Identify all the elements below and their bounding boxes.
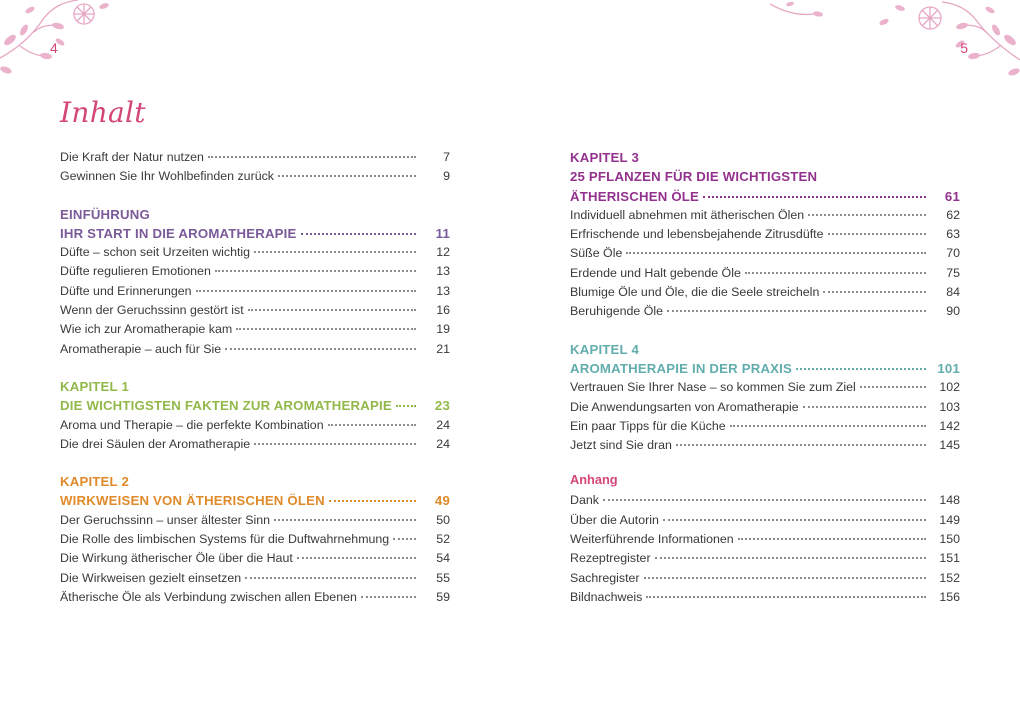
toc-entry[interactable] — [60, 262, 450, 281]
entry-page: 24 — [436, 417, 450, 432]
toc-title: Inhalt — [60, 96, 146, 129]
toc-entry[interactable] — [570, 225, 960, 244]
toc-column-right — [570, 148, 960, 607]
dot-leader — [225, 348, 416, 350]
section-label-kapitel3: KAPITEL 3 — [570, 150, 639, 165]
entry-page: 102 — [939, 380, 960, 395]
toc-entry[interactable] — [60, 569, 450, 588]
entry-page: 151 — [939, 551, 960, 566]
toc-entry[interactable] — [60, 167, 450, 186]
toc-entry[interactable] — [60, 243, 450, 262]
entry-page: 62 — [946, 207, 960, 222]
chapter-heading-kapitel4[interactable] — [570, 359, 960, 378]
section-gap — [570, 455, 960, 469]
chapter-title: IHR START IN DIE AROMATHERAPIE — [60, 225, 297, 241]
dot-leader — [297, 557, 416, 559]
dot-leader — [644, 577, 926, 579]
toc-entry[interactable] — [60, 530, 450, 549]
floral-ornament-icon — [770, 0, 1020, 82]
entry-page: 13 — [436, 264, 450, 279]
toc-entry[interactable] — [570, 588, 960, 607]
entry-title: Wie ich zur Aromatherapie kam — [60, 322, 233, 337]
entry-page: 7 — [443, 150, 450, 164]
chapter-heading-kapitel3-line1[interactable]: 25 PFLANZEN FÜR DIE WICHTIGSTEN — [570, 169, 818, 185]
dot-leader — [803, 406, 926, 408]
entry-title: Ein paar Tipps für die Küche — [570, 418, 726, 433]
toc-entry[interactable] — [60, 416, 450, 435]
dot-leader — [808, 214, 926, 216]
entry-page: 55 — [436, 570, 450, 585]
dot-leader — [274, 519, 416, 521]
toc-entry[interactable] — [60, 588, 450, 607]
entry-title: Rezeptregister — [570, 551, 651, 566]
entry-page: 84 — [946, 285, 960, 300]
entry-title: Aromatherapie – auch für Sie — [60, 341, 222, 356]
entry-title: Ätherische Öle als Verbindung zwischen allen Ebenen — [60, 589, 357, 604]
entry-page: 13 — [436, 283, 450, 298]
dot-leader — [254, 443, 416, 445]
entry-title: Aroma und Therapie – die perfekte Kombination — [60, 417, 324, 432]
chapter-page: 61 — [944, 188, 960, 204]
toc-entry[interactable] — [60, 435, 450, 454]
dot-leader — [745, 272, 926, 274]
entry-page: 19 — [436, 322, 450, 337]
section-label-kapitel2: KAPITEL 2 — [60, 474, 129, 490]
dot-leader — [329, 500, 416, 502]
entry-title: Beruhigende Öle — [570, 304, 663, 319]
entry-page: 50 — [436, 512, 450, 527]
dot-leader — [361, 596, 416, 598]
dot-leader — [208, 156, 416, 158]
entry-title: Dank — [570, 493, 599, 508]
toc-entry[interactable] — [570, 549, 960, 568]
entry-title: Die Rolle des limbischen Systems für die Duftwahrnehmung — [60, 532, 390, 547]
entry-page: 149 — [939, 512, 960, 527]
chapter-title: AROMATHERAPIE IN DER PRAXIS — [570, 360, 793, 376]
section-label-kapitel4: KAPITEL 4 — [570, 341, 639, 357]
entry-page: 142 — [939, 418, 960, 433]
entry-title: Die Anwendungsarten von Aromatherapie — [570, 399, 799, 414]
dot-leader — [236, 328, 416, 330]
dot-leader — [196, 290, 416, 292]
dot-leader — [703, 196, 926, 198]
entry-title: Jetzt sind Sie dran — [570, 438, 672, 453]
entry-title: Blumige Öle und Öle, die die Seele streicheln — [570, 285, 820, 300]
dot-leader — [796, 368, 926, 370]
dot-leader — [396, 405, 416, 407]
dot-leader — [860, 386, 926, 388]
toc-entry[interactable] — [60, 301, 450, 320]
toc-entry[interactable] — [570, 378, 960, 397]
chapter-title: WIRKWEISEN VON ÄTHERISCHEN ÖLEN — [60, 493, 325, 509]
toc-entry[interactable] — [570, 436, 960, 455]
entry-page: 90 — [946, 304, 960, 319]
entry-title: Die Wirkung ätherischer Öle über die Haut — [60, 551, 293, 566]
entry-title: Süße Öle — [570, 246, 623, 261]
dot-leader — [655, 557, 926, 559]
chapter-heading-einfuehrung[interactable] — [60, 224, 450, 243]
dot-leader — [730, 425, 926, 427]
entry-page: 145 — [939, 438, 960, 453]
dot-leader — [301, 233, 416, 235]
toc-entry[interactable] — [570, 264, 960, 283]
dot-leader — [215, 270, 416, 272]
entry-page: 21 — [436, 341, 450, 356]
toc-entry[interactable] — [60, 340, 450, 359]
section-label-einfuehrung: EINFÜHRUNG — [60, 206, 150, 222]
toc-entry[interactable] — [60, 320, 450, 339]
chapter-page: 49 — [434, 493, 450, 509]
entry-page: 70 — [946, 246, 960, 261]
entry-title: Sachregister — [570, 570, 640, 585]
entry-page: 12 — [436, 245, 450, 260]
toc-entry[interactable] — [570, 491, 960, 510]
entry-page: 150 — [939, 532, 960, 547]
entry-title: Vertrauen Sie Ihrer Nase – so kommen Sie zum Ziel — [570, 380, 856, 395]
chapter-page: 11 — [435, 225, 450, 241]
dot-leader — [626, 252, 926, 254]
entry-title: Über die Autorin — [570, 512, 659, 527]
entry-title: Düfte und Erinnerungen — [60, 283, 192, 298]
entry-page: 75 — [946, 265, 960, 280]
dot-leader — [328, 424, 416, 426]
entry-page: 16 — [436, 303, 450, 318]
chapter-page: 23 — [434, 398, 450, 414]
section-label-kapitel1: KAPITEL 1 — [60, 378, 129, 394]
dot-leader — [738, 538, 926, 540]
chapter-title: ÄTHERISCHEN ÖLE — [570, 188, 700, 204]
entry-title: Der Geruchssinn – unser ältester Sinn — [60, 512, 271, 527]
section-gap — [60, 187, 450, 205]
dot-leader — [278, 175, 416, 177]
toc-entry[interactable] — [60, 148, 450, 167]
chapter-page: 101 — [937, 360, 960, 376]
toc-entry[interactable] — [570, 206, 960, 225]
toc-entry[interactable] — [60, 549, 450, 568]
entry-page: 63 — [946, 227, 960, 242]
dot-leader — [823, 291, 926, 293]
entry-page: 9 — [443, 169, 450, 184]
entry-page: 152 — [939, 570, 960, 585]
dot-leader — [828, 233, 927, 235]
dot-leader — [393, 538, 416, 540]
entry-title: Erdende und Halt gebende Öle — [570, 265, 741, 280]
chapter-heading-kapitel1[interactable] — [60, 396, 450, 415]
entry-page: 103 — [939, 399, 960, 414]
dot-leader — [245, 577, 416, 579]
toc-entry[interactable] — [60, 282, 450, 301]
entry-title: Weiterführende Informationen — [570, 532, 734, 547]
entry-title: Erfrischende und lebensbejahende Zitrusdüfte — [570, 227, 824, 242]
entry-title: Die Wirkweisen gezielt einsetzen — [60, 570, 242, 585]
entry-title: Individuell abnehmen mit ätherischen Ölen — [570, 207, 805, 222]
toc-entry[interactable] — [570, 569, 960, 588]
page-number-right: 5 — [960, 40, 968, 56]
entry-title: Düfte regulieren Emotionen — [60, 264, 211, 279]
entry-title: Düfte – schon seit Urzeiten wichtig — [60, 245, 251, 260]
toc-entry[interactable] — [570, 530, 960, 549]
entry-page: 156 — [939, 589, 960, 604]
chapter-heading-kapitel3[interactable] — [570, 187, 960, 206]
chapter-title: DIE WICHTIGSTEN FAKTEN ZUR AROMATHERAPIE — [60, 398, 392, 414]
toc-entry[interactable] — [570, 417, 960, 436]
entry-title: Bildnachweis — [570, 589, 643, 604]
entry-title: Die drei Säulen der Aromatherapie — [60, 436, 251, 451]
toc-entry[interactable] — [570, 511, 960, 530]
section-gap — [60, 454, 450, 472]
dot-leader — [663, 519, 926, 521]
entry-page: 148 — [939, 493, 960, 508]
toc-entry[interactable] — [570, 398, 960, 417]
toc-entry[interactable] — [570, 302, 960, 321]
entry-page: 24 — [436, 436, 450, 451]
dot-leader — [676, 444, 926, 446]
toc-entry[interactable] — [570, 283, 960, 302]
page-number-left: 4 — [50, 40, 58, 56]
section-label-anhang: Anhang — [570, 472, 618, 488]
section-gap — [60, 359, 450, 377]
dot-leader — [248, 309, 416, 311]
toc-entry[interactable] — [60, 511, 450, 530]
entry-title: Wenn der Geruchssinn gestört ist — [60, 303, 244, 318]
dot-leader — [603, 499, 926, 501]
dot-leader — [254, 251, 416, 253]
entry-title: Gewinnen Sie Ihr Wohlbefinden zurück — [60, 169, 274, 184]
entry-page: 52 — [436, 532, 450, 547]
toc-column-left — [60, 148, 450, 607]
entry-title: Die Kraft der Natur nutzen — [60, 150, 204, 164]
dot-leader — [646, 596, 926, 598]
section-gap — [570, 322, 960, 340]
toc-entry[interactable] — [570, 244, 960, 263]
entry-page: 59 — [436, 589, 450, 604]
chapter-heading-kapitel2[interactable] — [60, 491, 450, 510]
dot-leader — [667, 310, 926, 312]
entry-page: 54 — [436, 551, 450, 566]
